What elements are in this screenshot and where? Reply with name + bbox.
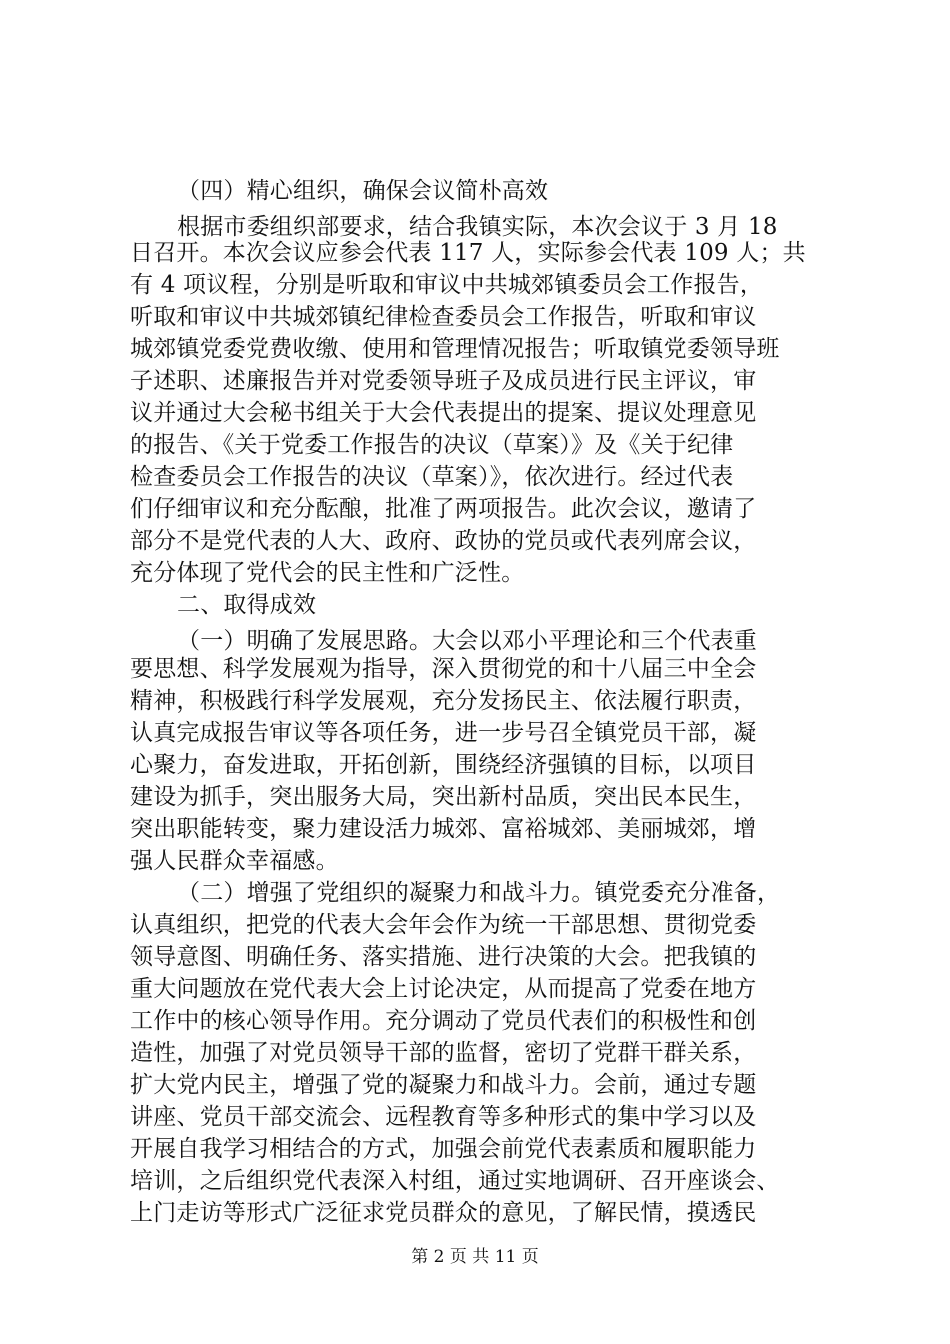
section-heading-4: （四）精心组织，确保会议简朴高效 [177, 178, 549, 204]
paragraph-line: 心聚力，奋发进取，开拓创新，围绕经济强镇的目标，以项目 [130, 752, 757, 778]
paragraph-line: 上门走访等形式广泛征求党员群众的意见，了解民情，摸透民 [130, 1200, 757, 1226]
paragraph-line: 培训，之后组织党代表深入村组，通过实地调研、召开座谈会、 [130, 1168, 780, 1194]
page-number-footer: 第 2 页 共 11 页 [411, 1247, 539, 1267]
paragraph-line: （二）增强了党组织的凝聚力和战斗力。镇党委充分准备， [177, 880, 781, 906]
paragraph-line: 认真组织，把党的代表大会年会作为统一干部思想、贯彻党委 [130, 912, 757, 938]
paragraph-line: 认真完成报告审议等各项任务，进一步号召全镇党员干部，凝 [130, 720, 757, 746]
paragraph-line: 议并通过大会秘书组关于大会代表提出的提案、提议处理意见 [130, 400, 757, 426]
paragraph-line: 精神，积极践行科学发展观，充分发扬民主、依法履行职责， [130, 688, 757, 714]
paragraph-line: 有 4 项议程，分别是听取和审议中共城郊镇委员会工作报告， [130, 272, 764, 298]
paragraph-line: 突出职能转变，聚力建设活力城郊、富裕城郊、美丽城郊，增 [130, 816, 757, 842]
paragraph-line: 们仔细审议和充分酝酿，批准了两项报告。此次会议，邀请了 [130, 496, 757, 522]
paragraph-line: 工作中的核心领导作用。充分调动了党员代表们的积极性和创 [130, 1008, 757, 1034]
paragraph-line: 的报告、《关于党委工作报告的决议（草案）》及《关于纪律 [130, 432, 734, 458]
paragraph-line: 充分体现了党代会的民主性和广泛性。 [130, 560, 525, 586]
paragraph-line: 重大问题放在党代表大会上讨论决定，从而提高了党委在地方 [130, 976, 757, 1002]
paragraph-line: 开展自我学习相结合的方式，加强会前党代表素质和履职能力 [130, 1136, 757, 1162]
paragraph-line: 城郊镇党委党费收缴、使用和管理情况报告；听取镇党委领导班 [130, 336, 780, 362]
paragraph-line: 造性，加强了对党员领导干部的监督，密切了党群干群关系， [130, 1040, 757, 1066]
paragraph-line: 扩大党内民主，增强了党的凝聚力和战斗力。会前，通过专题 [130, 1072, 757, 1098]
paragraph-line: 部分不是党代表的人大、政府、政协的党员或代表列席会议， [130, 528, 757, 554]
paragraph-line: 根据市委组织部要求，结合我镇实际，本次会议于 3 月 18 [177, 214, 778, 240]
paragraph-line: 讲座、党员干部交流会、远程教育等多种形式的集中学习以及 [130, 1104, 757, 1130]
paragraph-line: （一）明确了发展思路。大会以邓小平理论和三个代表重 [177, 628, 757, 654]
paragraph-line: 检查委员会工作报告的决议（草案）》，依次进行。经过代表 [130, 464, 734, 490]
paragraph-line: 听取和审议中共城郊镇纪律检查委员会工作报告，听取和审议 [130, 304, 757, 330]
paragraph-line: 领导意图、明确任务、落实措施、进行决策的大会。把我镇的 [130, 944, 757, 970]
paragraph-line: 要思想、科学发展观为指导，深入贯彻党的和十八届三中全会 [130, 656, 757, 682]
paragraph-line: 子述职、述廉报告并对党委领导班子及成员进行民主评议，审 [130, 368, 757, 394]
paragraph-line: 强人民群众幸福感。 [130, 848, 339, 874]
paragraph-line: 日召开。本次会议应参会代表 117 人，实际参会代表 109 人；共 [130, 240, 806, 266]
paragraph-line: 建设为抓手，突出服务大局，突出新村品质，突出民本民生， [130, 784, 757, 810]
section-heading-2: 二、取得成效 [177, 592, 317, 618]
